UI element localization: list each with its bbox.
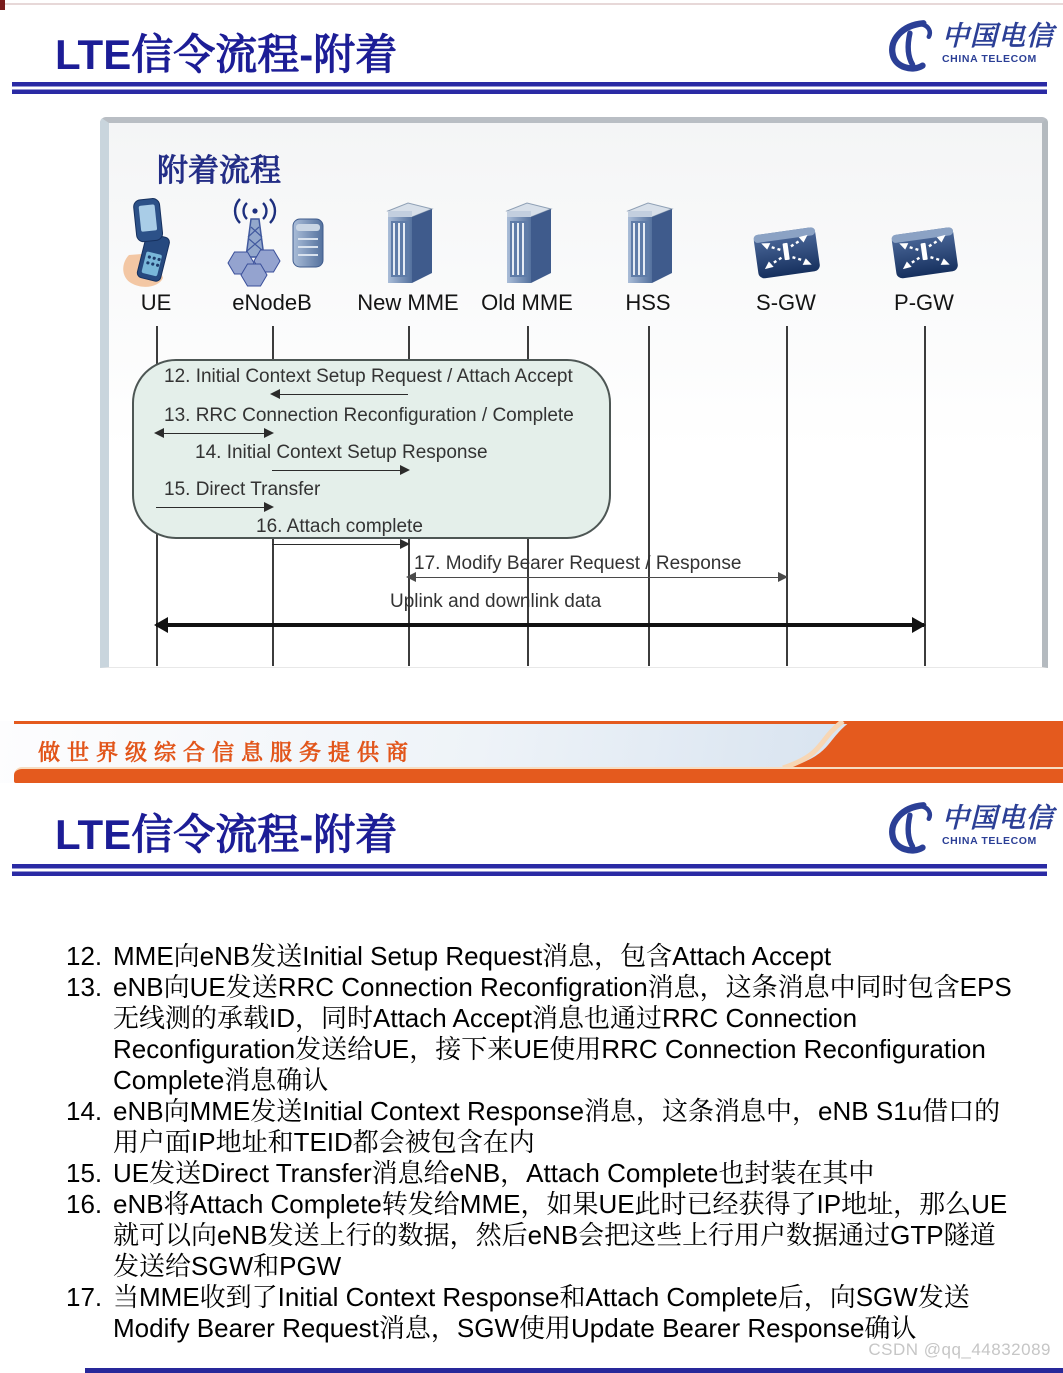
pgw-gateway-icon: [881, 195, 967, 289]
list-item-text: MME向eNB发送Initial Setup Request消息，包含Attach Accept: [113, 941, 832, 971]
uplink-downlink-arrow: [156, 623, 924, 627]
enodeb-station-icon: [217, 195, 329, 289]
msg-15-label: 15. Direct Transfer: [164, 479, 321, 500]
list-item-number: 12.: [66, 941, 103, 971]
msg-13-label: 13. RRC Connection Reconfiguration / Complete: [164, 405, 574, 426]
slide1-title: LTE信令流程-附着: [55, 31, 398, 78]
msg-14-arrow: [272, 470, 408, 471]
entity-label-sgw: S-GW: [756, 290, 816, 315]
msg-12-arrow: [272, 394, 408, 395]
list-item-number: 15.: [66, 1158, 103, 1188]
china-telecom-logo-2: [882, 795, 1057, 857]
banner-bottom-strip: [14, 767, 1063, 783]
csdn-watermark: CSDN @qq_44832089: [868, 1340, 1051, 1359]
entity-label-old-mme: Old MME: [481, 290, 573, 315]
list-item-text: UE发送Direct Transfer消息给eNB，Attach Complete也封装在其中: [113, 1158, 875, 1188]
list-item-number: 16.: [66, 1189, 103, 1219]
list-item-text: eNB向MME发送Initial Context Response消息，这条消息中，eNB S1u借口的用户面IP地址和TEID都会被包含在内: [113, 1096, 1001, 1157]
list-item-17: [66, 1282, 1018, 1344]
list-item-16: [66, 1189, 1018, 1282]
hss-server-icon: [612, 195, 684, 289]
list-item-number: 14.: [66, 1096, 103, 1126]
entity-label-new-mme: New MME: [357, 290, 459, 315]
lifeline-pgw: [924, 326, 926, 666]
lifeline-sgw: [786, 326, 788, 666]
list-item-text: 当MME收到了Initial Context Response和Attach Complete后，向SGW发送Modify Bearer Request消息，SGW使用Update Bearer Response确认: [113, 1282, 970, 1343]
china-telecom-logo-icon: [882, 16, 936, 72]
msg-16-arrow: [272, 544, 408, 545]
msg-15-arrow: [156, 507, 272, 508]
list-item-number: 17.: [66, 1282, 103, 1312]
china-telecom-logo: [882, 13, 1057, 75]
msg-13-arrow: [156, 433, 272, 434]
list-item-14: [66, 1096, 1018, 1158]
diagram-title: 附着流程: [157, 153, 281, 188]
page-corner-mark: [0, 0, 5, 10]
uplink-downlink-label: Uplink and downlink data: [390, 591, 602, 612]
logo-text-en: CHINA TELECOM: [942, 835, 1037, 848]
attach-flow-diagram-panel: [100, 117, 1048, 668]
old-mme-server-icon: [491, 195, 563, 289]
slogan-banner: [0, 721, 1063, 783]
entity-label-pgw: P-GW: [894, 290, 954, 315]
banner-slogan: 做世界级综合信息服务提供商: [38, 740, 416, 765]
list-item-text: eNB将Attach Complete转发给MME，如果UE此时已经获得了IP地址，那么UE就可以向eNB发送上行的数据，然后eNB会把这些上行用户数据通过GTP隧道发送给SGW和PGW: [113, 1189, 1008, 1281]
entity-label-ue: UE: [140, 290, 172, 315]
msg-16-label: 16. Attach complete: [256, 516, 423, 537]
china-telecom-logo-icon: [882, 798, 936, 854]
logo-text-en: CHINA TELECOM: [942, 53, 1037, 66]
list-item-text: eNB向UE发送RRC Connection Reconfigration消息，这条消息中同时包含EPS无线测的承载ID，同时Attach Accept消息也通过RRC Connection Reconfiguration发送给UE，接下来UE使用RRC Connection Reconfiguration Complete消息确认: [113, 972, 1012, 1095]
sgw-gateway-icon: [743, 195, 829, 289]
new-mme-server-icon: [372, 195, 444, 289]
attach-steps-list: [66, 941, 1018, 1344]
list-item-12: [66, 941, 1018, 972]
list-item-13: [66, 972, 1018, 1096]
msg-17-arrow: [408, 577, 786, 578]
ue-phone-icon: [117, 195, 189, 289]
msg-17-label: 17. Modify Bearer Request / Response: [414, 553, 742, 574]
entity-label-enodeb: eNodeB: [232, 290, 312, 315]
logo-text-cn: 中国电信: [942, 803, 1054, 834]
list-item-15: [66, 1158, 1018, 1189]
slide2-title: LTE信令流程-附着: [55, 811, 398, 858]
page-bottom-divider: [85, 1368, 1063, 1373]
msg-12-label: 12. Initial Context Setup Request / Attach Accept: [164, 366, 573, 387]
list-item-number: 13.: [66, 972, 103, 1002]
page-top-divider: [0, 3, 1063, 5]
logo-text-cn: 中国电信: [942, 21, 1054, 52]
lifeline-hss: [648, 326, 650, 666]
header-separator: [12, 82, 1047, 94]
entity-label-hss: HSS: [625, 290, 671, 315]
msg-14-label: 14. Initial Context Setup Response: [195, 442, 488, 463]
header-separator-2: [12, 864, 1047, 876]
